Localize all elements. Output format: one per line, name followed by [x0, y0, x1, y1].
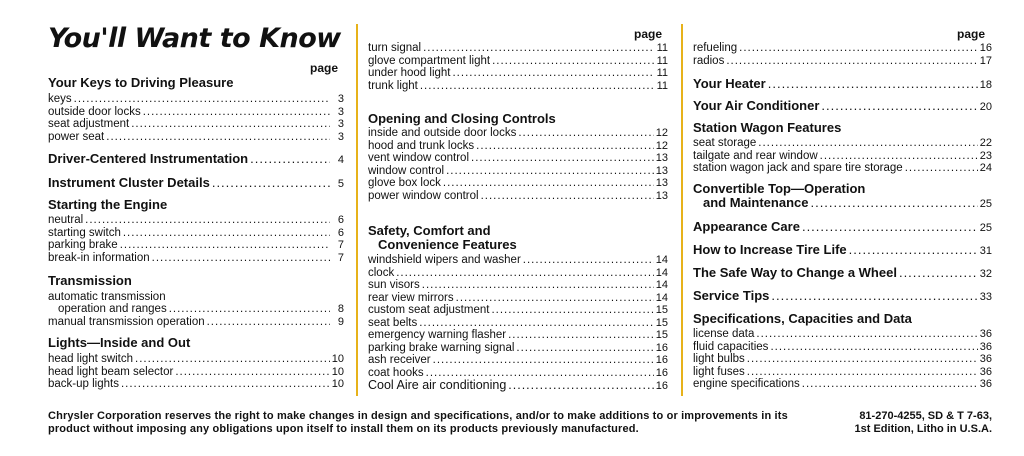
page-title: You'll Want to Know	[48, 23, 341, 54]
toc-entry-appearance-care[interactable]: Appearance Care ..... 25	[693, 219, 992, 236]
toc-entry[interactable]: keys ..... 3	[48, 93, 344, 106]
publication-edition: 1st Edition, Litho in U.S.A.	[854, 423, 992, 435]
toc-entry-convertible[interactable]: and Maintenance ..... 25	[693, 195, 992, 212]
toc-entry[interactable]: Cool Aire air conditioning ..... 16	[368, 379, 668, 393]
toc-entry[interactable]: manual transmission operation ..... 9	[48, 316, 344, 329]
toc-entry[interactable]: parking brake warning signal ..... 16	[368, 342, 668, 355]
toc-entry[interactable]: custom seat adjustment ..... 15	[368, 304, 668, 317]
section-heading-safety-line2: Convenience Features	[378, 237, 517, 252]
toc-entry[interactable]: trunk light ..... 11	[368, 80, 668, 93]
toc-entry[interactable]: ash receiver ..... 16	[368, 354, 668, 367]
toc-entry[interactable]: engine specifications ..... 36	[693, 378, 992, 391]
toc-entry[interactable]: power seat ..... 3	[48, 131, 344, 144]
toc-entry[interactable]: operation and ranges ..... 8	[48, 303, 344, 316]
heater-top-list	[693, 42, 992, 67]
toc-entry[interactable]: head light switch ..... 10	[48, 353, 344, 366]
toc-entry[interactable]: emergency warning flasher ..... 15	[368, 329, 668, 342]
toc-entry[interactable]: rear view mirrors ..... 14	[368, 292, 668, 305]
toc-entry[interactable]: radios ..... 17	[693, 55, 992, 68]
toc-entry[interactable]: turn signal ..... 11	[368, 42, 668, 55]
toc-entry[interactable]: starting switch ..... 6	[48, 227, 344, 240]
toc-entry[interactable]: under hood light ..... 11	[368, 67, 668, 80]
toc-entry[interactable]: hood and trunk locks ..... 12	[368, 140, 668, 153]
toc-entry[interactable]: seat storage ..... 22	[693, 137, 992, 150]
toc-entry-driver-centered[interactable]: Driver-Centered Instrumentation ..... 4	[48, 151, 344, 168]
column-divider-1	[356, 24, 358, 396]
toc-entry[interactable]: coat hooks ..... 16	[368, 367, 668, 380]
toc-entry-air-conditioner[interactable]: Your Air Conditioner ..... 20	[693, 98, 992, 115]
toc-entry[interactable]: inside and outside door locks ..... 12	[368, 127, 668, 140]
toc-entry[interactable]: clock ..... 14	[368, 267, 668, 280]
section-heading-convertible: Convertible Top—Operation	[693, 181, 866, 196]
toc-entry-change-wheel[interactable]: The Safe Way to Change a Wheel ..... 32	[693, 265, 992, 282]
section-heading-starting: Starting the Engine	[48, 197, 168, 212]
toc-entry[interactable]: glove compartment light ..... 11	[368, 55, 668, 68]
publication-number: 81-270-4255, SD & T 7-63,	[859, 410, 992, 422]
toc-entry-group-label: automatic transmission	[48, 291, 166, 303]
toc-entry[interactable]: sun visors ..... 14	[368, 279, 668, 292]
toc-entry[interactable]: windshield wipers and washer ..... 14	[368, 254, 668, 267]
toc-entry-instrument-cluster[interactable]: Instrument Cluster Details ..... 5	[48, 175, 344, 192]
toc-entry[interactable]: seat belts ..... 15	[368, 317, 668, 330]
toc-entry[interactable]: glove box lock ..... 13	[368, 177, 668, 190]
publication-info	[806, 410, 992, 436]
toc-entry[interactable]: refueling ..... 16	[693, 42, 992, 55]
lights-continued-list	[368, 42, 668, 92]
lights-list	[48, 353, 344, 391]
toc-entry[interactable]: break-in information ..... 7	[48, 252, 344, 265]
opening-list	[368, 127, 668, 202]
toc-entry-tire-life[interactable]: How to Increase Tire Life ..... 31	[693, 242, 992, 259]
keys-list	[48, 93, 344, 143]
section-heading-opening: Opening and Closing Controls	[368, 111, 556, 126]
toc-entry-heater[interactable]: Your Heater ..... 18	[693, 76, 992, 93]
section-heading-station-wagon: Station Wagon Features	[693, 120, 842, 135]
section-heading-specifications: Specifications, Capacities and Data	[693, 311, 912, 326]
safety-list	[368, 254, 668, 393]
toc-entry[interactable]: head light beam selector ..... 10	[48, 366, 344, 379]
footer-notice: Chrysler Corporation reserves the right to make changes in design and specifications, and/or to make additions to or improvements in its product without imposing any obligations upon itself to install them on its products previously manufactured.	[48, 410, 788, 435]
page-column-header-2: page	[634, 27, 663, 41]
toc-entry[interactable]: fluid capacities ..... 36	[693, 341, 992, 354]
section-heading-lights: Lights—Inside and Out	[48, 335, 191, 350]
toc-entry[interactable]: vent window control ..... 13	[368, 152, 668, 165]
toc-entry[interactable]: station wagon jack and spare tire storage ..... 24	[693, 162, 992, 175]
toc-entry[interactable]: back-up lights ..... 10	[48, 378, 344, 391]
station-wagon-list	[693, 137, 992, 175]
starting-list	[48, 214, 344, 264]
toc-entry[interactable]: tailgate and rear window ..... 23	[693, 150, 992, 163]
transmission-list	[48, 303, 344, 328]
page-column-header-1: page	[310, 61, 339, 75]
toc-entry[interactable]: window control ..... 13	[368, 165, 668, 178]
section-heading-safety: Safety, Comfort and	[368, 223, 491, 238]
toc-entry[interactable]: light fuses ..... 36	[693, 366, 992, 379]
toc-entry[interactable]: license data ..... 36	[693, 328, 992, 341]
toc-entry[interactable]: outside door locks ..... 3	[48, 106, 344, 119]
toc-entry[interactable]: light bulbs ..... 36	[693, 353, 992, 366]
specifications-list	[693, 328, 992, 391]
section-heading-keys: Your Keys to Driving Pleasure	[48, 75, 234, 90]
toc-entry-service-tips[interactable]: Service Tips ..... 33	[693, 288, 992, 305]
toc-entry[interactable]: parking brake ..... 7	[48, 239, 344, 252]
page-column-header-3: page	[957, 27, 986, 41]
toc-entry[interactable]: seat adjustment ..... 3	[48, 118, 344, 131]
toc-entry[interactable]: power window control ..... 13	[368, 190, 668, 203]
section-heading-transmission: Transmission	[48, 273, 132, 288]
column-divider-2	[681, 24, 683, 396]
toc-entry[interactable]: neutral ..... 6	[48, 214, 344, 227]
